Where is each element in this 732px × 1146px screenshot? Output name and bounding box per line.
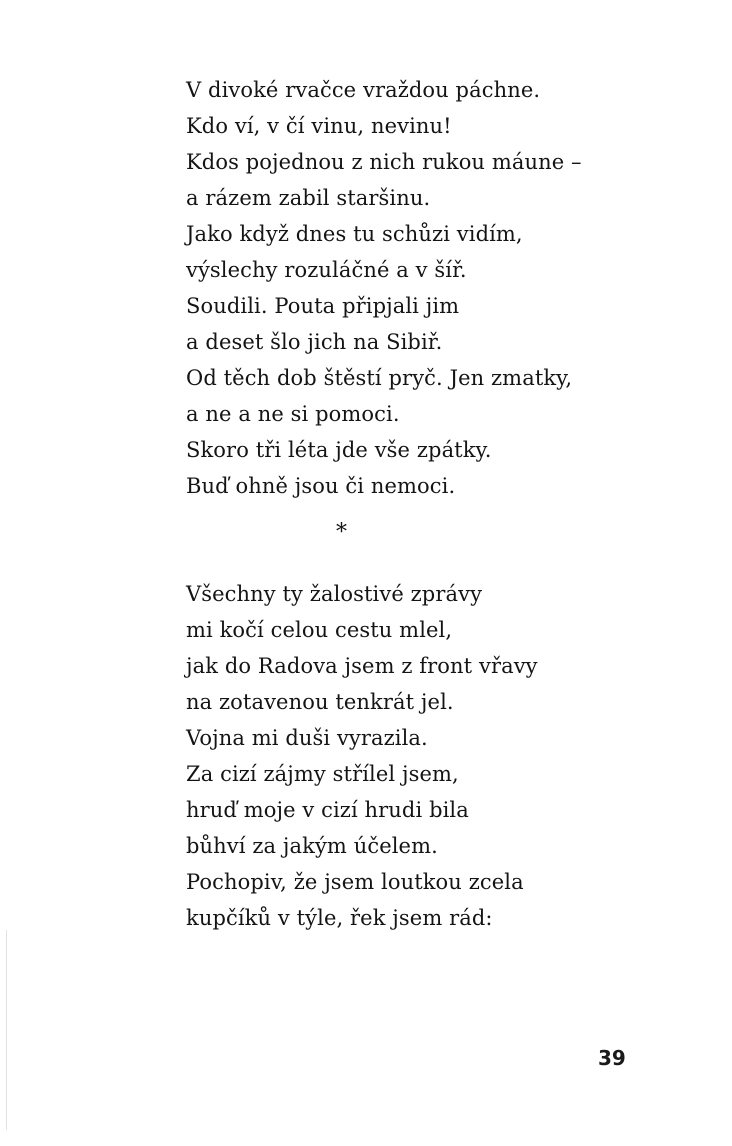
verse-line: Soudili. Pouta připjali jim	[186, 294, 460, 318]
verse-line: a rázem zabil staršinu.	[186, 186, 431, 210]
verse-line: jak do Radova jsem z front vřavy	[186, 654, 538, 678]
verse-line: V divoké rvačce vraždou páchne.	[186, 78, 541, 102]
verse-line: Vojna mi duši vyrazila.	[186, 726, 428, 750]
verse-line: Za cizí zájmy střílel jsem,	[186, 762, 459, 786]
verse-line: výslechy rozuláčné a v šíř.	[186, 258, 467, 282]
verse-line: hruď moje v cizí hrudi bila	[186, 798, 469, 822]
verse-line: bůhví za jakým účelem.	[186, 834, 438, 858]
verse-line: Pochopiv, že jsem loutkou zcela	[186, 870, 524, 894]
verse-line: na zotavenou tenkrát jel.	[186, 690, 454, 714]
verse-line: mi kočí celou cestu mlel,	[186, 618, 453, 642]
verse-line: Skoro tři léta jde vše zpátky.	[186, 438, 492, 462]
verse-line: Jako když dnes tu schůzi vidím,	[186, 222, 523, 246]
stanza-1	[186, 72, 582, 504]
verse-line: a ne a ne si pomoci.	[186, 402, 400, 426]
page-number: 39	[598, 1046, 626, 1070]
verse-line: a deset šlo jich na Sibiř.	[186, 330, 443, 354]
verse-line: Kdo ví, v čí vinu, nevinu!	[186, 114, 452, 138]
verse-line: kupčíků v týle, řek jsem rád:	[186, 906, 493, 930]
verse-line: Kdos pojednou z nich rukou máune –	[186, 150, 582, 174]
verse-line: Všechny ty žalostivé zprávy	[186, 582, 483, 606]
stanza-2	[186, 576, 538, 936]
scan-edge-shadow	[6, 930, 7, 1130]
stanza-separator-asterisk: *	[336, 520, 347, 545]
verse-line: Od těch dob štěstí pryč. Jen zmatky,	[186, 366, 573, 390]
verse-line: Buď ohně jsou či nemoci.	[186, 474, 456, 498]
